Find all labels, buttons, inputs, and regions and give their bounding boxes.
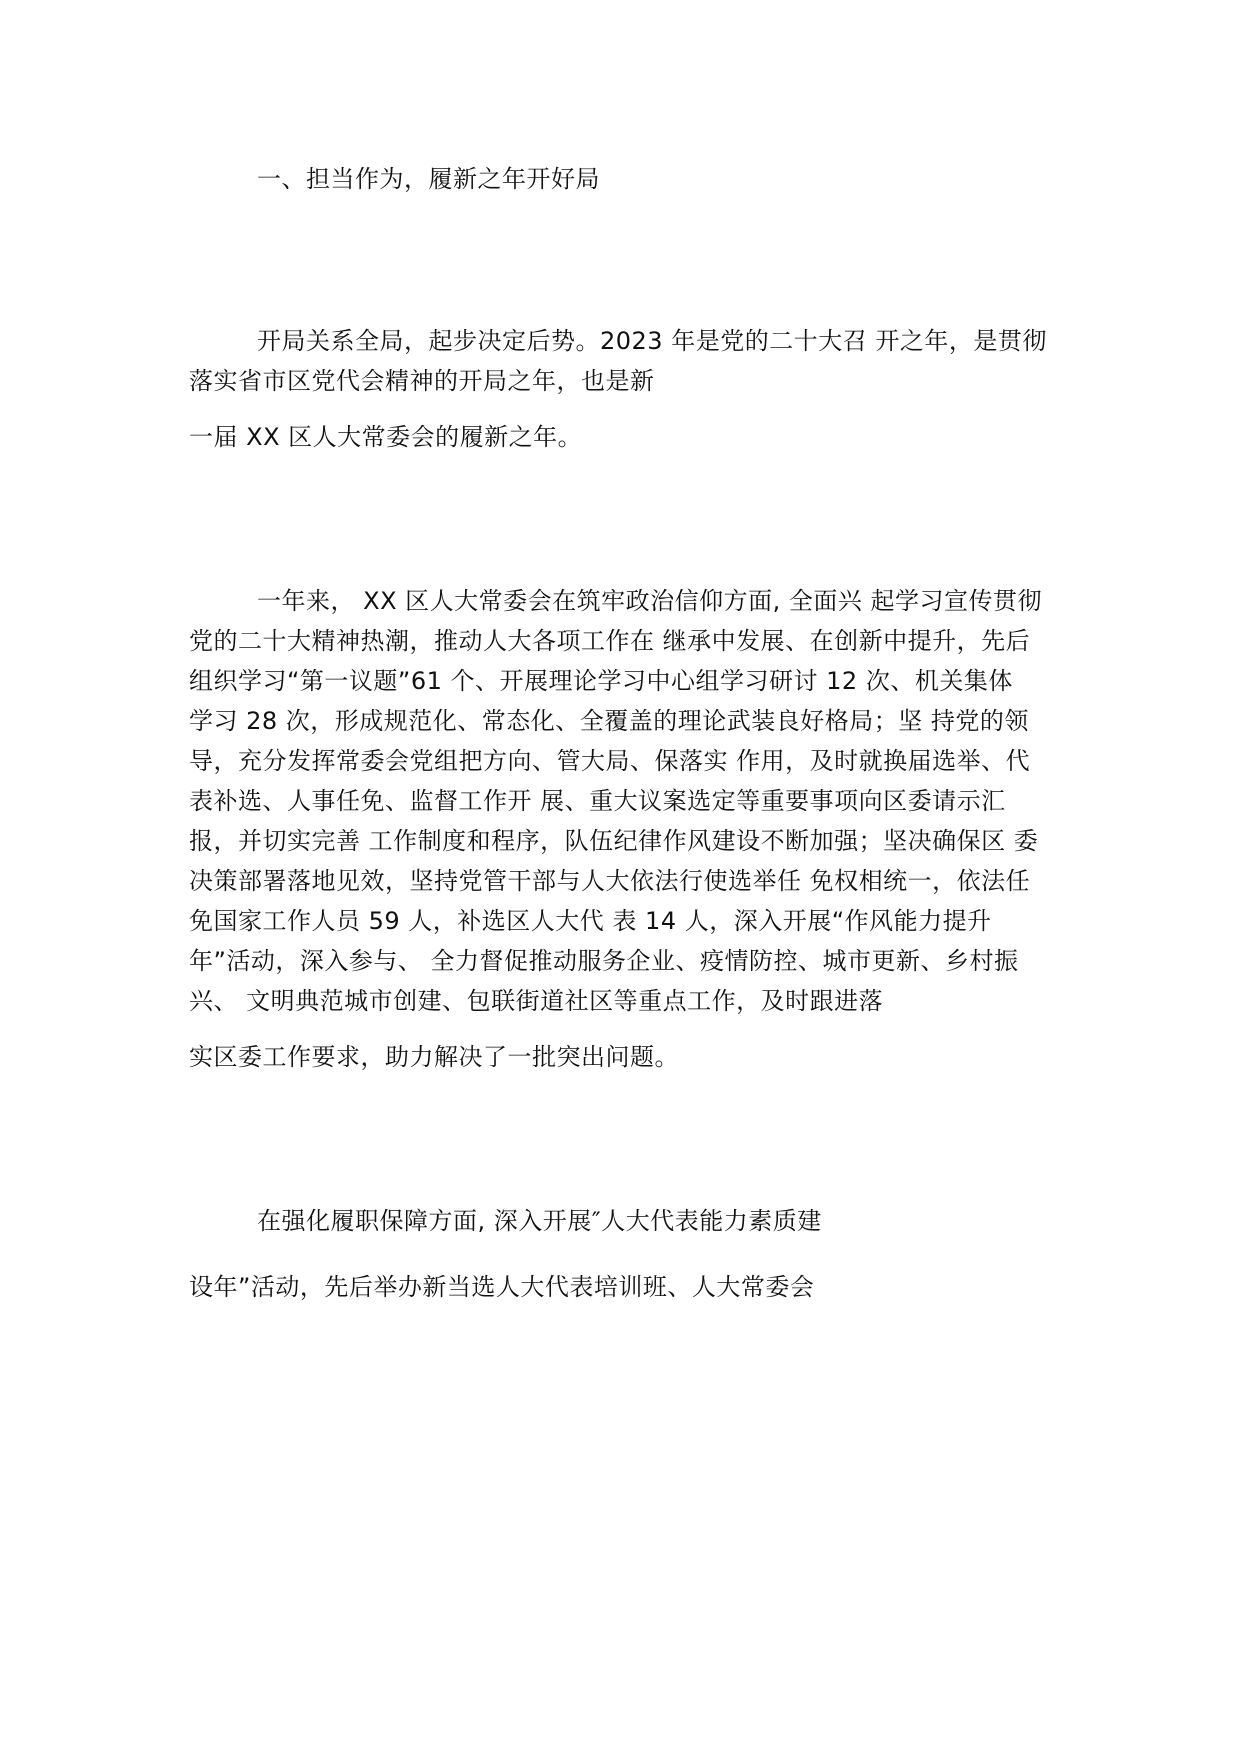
paragraph-3-line-2: 设年”活动，先后举办新当选人大代表培训班、人大常委会 xyxy=(189,1273,815,1301)
paragraph-1-line-1: 开局关系全局，起步决定后势。2023 年是党的二十大召 开之年，是贯彻 xyxy=(257,327,1047,355)
paragraph-2-line-10: 年”活动，深入参与、 全力督促推动服务企业、疫情防控、城市更新、乡村振 xyxy=(189,947,1019,975)
paragraph-1-line-2: 落实省市区党代会精神的开局之年，也是新 xyxy=(189,367,655,395)
paragraph-2-line-11: 兴、 文明典范城市创建、包联街道社区等重点工作，及时跟进落 xyxy=(189,987,884,1015)
paragraph-2-line-8: 决策部署落地见效，坚持党管干部与人大依法行使选举任 免权相统一，依法任 xyxy=(189,867,1031,895)
paragraph-2-line-6: 表补选、人事任免、监督工作开 展、重大议案选定等重要事项向区委请示汇 xyxy=(189,787,1006,815)
paragraph-2-line-12: 实区委工作要求，助力解决了一批突出问题。 xyxy=(189,1043,679,1071)
section-heading: 一、担当作为，履新之年开好局 xyxy=(257,165,600,193)
paragraph-2-line-9: 免国家工作人员 59 人，补选区人大代 表 14 人，深入开展“作风能力提升 xyxy=(189,907,992,935)
paragraph-2-line-2: 党的二十大精神热潮，推动人大各项工作在 继承中发展、在创新中提升，先后 xyxy=(189,627,1031,655)
paragraph-2-line-5: 导，充分发挥常委会党组把方向、管大局、保落实 作用，及时就换届选举、代 xyxy=(189,747,1031,775)
paragraph-1-line-3: 一届 XX 区人大常委会的履新之年。 xyxy=(189,423,583,451)
paragraph-2-line-3: 组织学习“第一议题”61 个、开展理论学习中心组学习研讨 12 次、机关集体 xyxy=(189,667,1013,695)
paragraph-2-line-1: 一年来， XX 区人大常委会在筑牢政治信仰方面, 全面兴 起学习宣传贯彻 xyxy=(257,587,1043,615)
paragraph-2-line-4: 学习 28 次，形成规范化、常态化、全覆盖的理论武装良好格局；坚 持党的领 xyxy=(189,707,1029,735)
paragraph-2-line-7: 报，并切实完善 工作制度和程序，队伍纪律作风建设不断加强；坚决确保区 委 xyxy=(189,827,1039,855)
paragraph-3-line-1: 在强化履职保障方面, 深入开展″人大代表能力素质建 xyxy=(257,1207,822,1235)
